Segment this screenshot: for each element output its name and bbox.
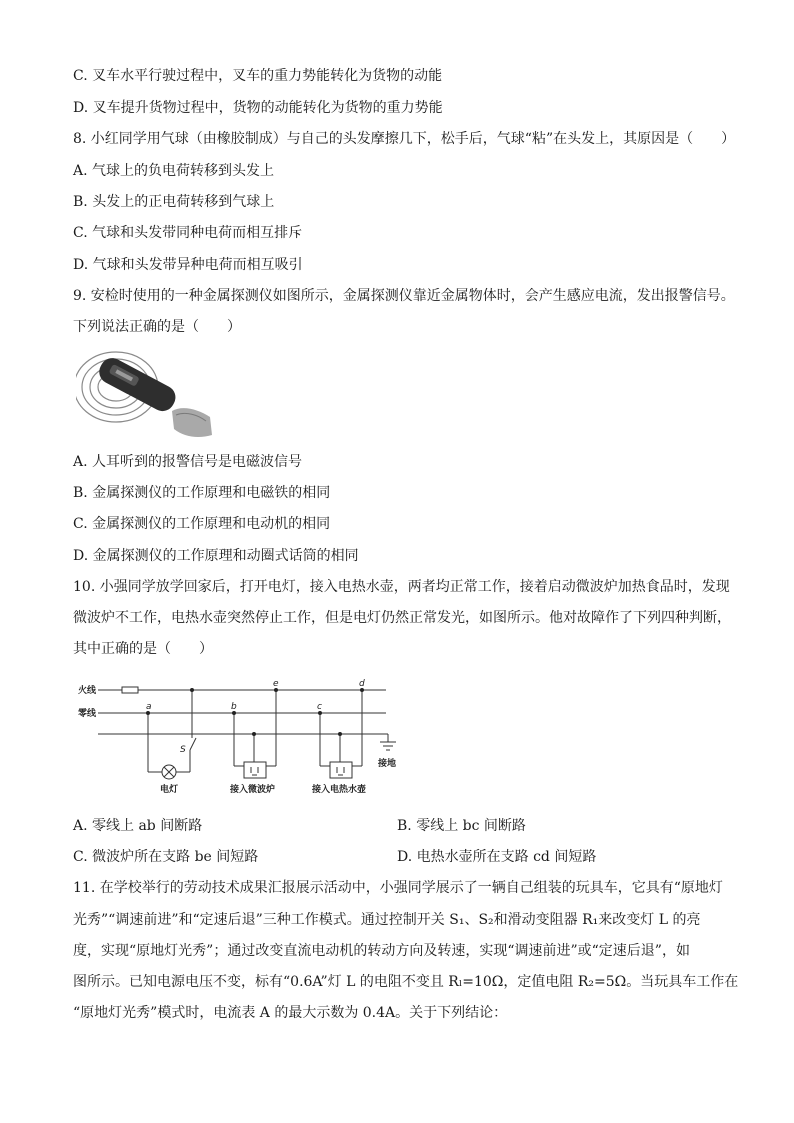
live-wire-label: 火线 bbox=[78, 686, 97, 696]
q9-option-d: D. 金属探测仪的工作原理和动圈式话筒的相同 bbox=[73, 548, 359, 564]
q7-option-c: C. 叉车水平行驶过程中，叉车的重力势能转化为货物的动能 bbox=[73, 68, 443, 84]
switch-label: S bbox=[180, 745, 186, 755]
q9-stem-line2: 下列说法正确的是（ ） bbox=[73, 319, 241, 335]
q9-option-b: B. 金属探测仪的工作原理和电磁铁的相同 bbox=[73, 485, 331, 501]
metal-detector-photo bbox=[76, 345, 216, 445]
q9-option-c: C. 金属探测仪的工作原理和电动机的相同 bbox=[73, 516, 331, 532]
q8-option-d: D. 气球和头发带异种电荷而相互吸引 bbox=[73, 257, 303, 273]
q8-stem: 8. 小红同学用气球（由橡胶制成）与自己的头发摩擦几下，松手后，气球“粘”在头发上，其原因是（ ） bbox=[73, 131, 736, 147]
q10-option-c: C. 微波炉所在支路 be 间短路 bbox=[73, 849, 259, 865]
point-e-label: e bbox=[273, 679, 279, 689]
household-circuit-diagram bbox=[76, 676, 406, 800]
ground-label: 接地 bbox=[378, 759, 397, 769]
q11-stem-line1: 11. 在学校举行的劳动技术成果汇报展示活动中，小强同学展示了一辆自己组装的玩具车，它具有“原地灯 bbox=[73, 880, 723, 896]
q9-stem-line1: 9. 安检时使用的一种金属探测仪如图所示，金属探测仪靠近金属物体时，会产生感应电流，发出报警信号。 bbox=[73, 288, 735, 304]
microwave-label: 接入微波炉 bbox=[230, 785, 276, 795]
q7-option-d: D. 叉车提升货物过程中，货物的动能转化为货物的重力势能 bbox=[73, 100, 443, 116]
kettle-label: 接入电热水壶 bbox=[312, 785, 367, 795]
q10-stem-line1: 10. 小强同学放学回家后，打开电灯，接入电热水壶，两者均正常工作，接着启动微波炉加热食品时，发现 bbox=[73, 579, 730, 595]
point-c-label: c bbox=[317, 702, 322, 712]
point-b-label: b bbox=[231, 702, 237, 712]
lamp-label: 电灯 bbox=[160, 785, 179, 795]
q11-stem-line4: 图所示。已知电源电压不变，标有“0.6A”灯 L 的电阻不变且 Rₗ=10Ω，定值电阻 R₂=5Ω。当玩具车工作在 bbox=[73, 974, 739, 990]
q9-option-a: A. 人耳听到的报警信号是电磁波信号 bbox=[73, 454, 303, 470]
q10-option-a: A. 零线上 ab 间断路 bbox=[73, 818, 203, 834]
q8-option-b: B. 头发上的正电荷转移到气球上 bbox=[73, 194, 275, 210]
point-a-label: a bbox=[146, 702, 152, 712]
q10-stem-line2: 微波炉不工作，电热水壶突然停止工作，但是电灯仍然正常发光，如图所示。他对故障作了下列四种判断， bbox=[73, 610, 731, 626]
q11-stem-line3: 度，实现“原地灯光秀”；通过改变直流电动机的转动方向及转速，实现“调速前进”或“定速后退”，如 bbox=[73, 943, 690, 959]
neutral-wire-label: 零线 bbox=[78, 709, 97, 719]
q10-stem-line3: 其中正确的是（ ） bbox=[73, 641, 213, 657]
q8-option-a: A. 气球上的负电荷转移到头发上 bbox=[73, 163, 275, 179]
q8-option-c: C. 气球和头发带同种电荷而相互排斥 bbox=[73, 225, 303, 241]
q10-option-b: B. 零线上 bc 间断路 bbox=[397, 818, 526, 834]
q10-option-d: D. 电热水壶所在支路 cd 间短路 bbox=[397, 849, 597, 865]
q11-stem-line5: “原地灯光秀”模式时，电流表 A 的最大示数为 0.4A。关于下列结论： bbox=[73, 1005, 508, 1021]
point-d-label: d bbox=[359, 679, 365, 689]
q11-stem-line2: 光秀”“调速前进”和“定速后退”三种工作模式。通过控制开关 S₁、S₂和滑动变阻器 R₁来改变灯 L 的亮 bbox=[73, 912, 701, 928]
